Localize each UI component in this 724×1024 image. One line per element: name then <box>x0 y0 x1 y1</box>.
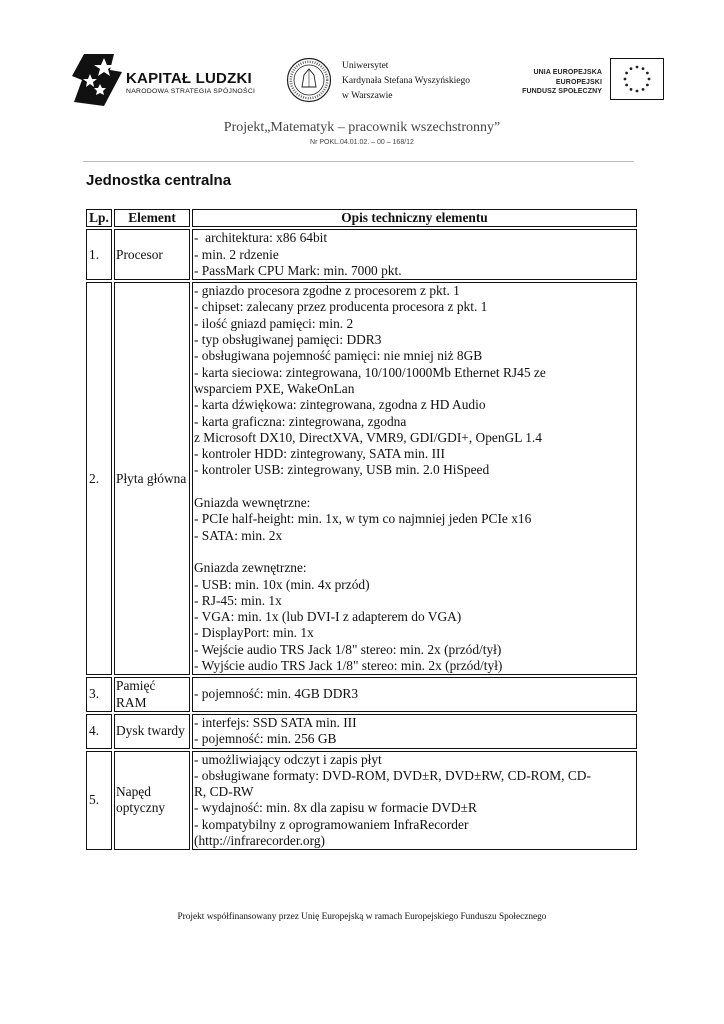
row-element-name: Płyta główna <box>114 282 190 675</box>
description-line: - karta sieciowa: zintegrowana, 10/100/1000Mb Ethernet RJ45 ze <box>194 364 546 380</box>
eu-text-line-2: EUROPEJSKI <box>555 79 602 86</box>
eu-text-line-3: FUNDUSZ SPOŁECZNY <box>522 88 602 95</box>
description-line: - gniazdo procesora zgodne z procesorem z pkt. 1 <box>194 283 460 299</box>
section-heading: Jednostka centralna <box>86 172 232 189</box>
table-row <box>86 282 637 675</box>
description-line: - obsługiwana pojemność pamięci: nie mniej niż 8GB <box>194 348 483 364</box>
header-description: Opis techniczny elementu <box>192 209 637 227</box>
university-name-line-3: w Warszawie <box>342 91 393 101</box>
row-number: 1. <box>86 229 112 280</box>
description-line: wsparciem PXE, WakeOnLan <box>194 380 355 396</box>
eu-flag-icon <box>610 58 664 100</box>
project-title: Projekt„Matematyk – pracownik wszechstronny” <box>223 120 501 135</box>
description-line: z Microsoft DX10, DirectXVA, VMR9, GDI/GDI+, OpenGL 1.4 <box>194 429 542 445</box>
kapital-ludzki-subtitle: NARODOWA STRATEGIA SPÓJNOŚCI <box>126 88 256 95</box>
row-number: 5. <box>86 751 112 851</box>
table-header-row <box>86 209 637 227</box>
description-line: - SATA: min. 2x <box>194 527 283 543</box>
description-line: - DisplayPort: min. 1x <box>194 625 314 641</box>
university-name-line-1: Uniwersytet <box>342 61 389 71</box>
row-element-name: Dysk twardy <box>114 714 190 749</box>
description-line: - umożliwiający odczyt i zapis płyt <box>194 751 382 767</box>
row-element-name: Napęd optyczny <box>114 751 190 851</box>
description-line: - interfejs: SSD SATA min. III <box>194 714 357 730</box>
description-line: - VGA: min. 1x (lub DVI-I z adapterem do VGA) <box>194 609 462 625</box>
row-number: 3. <box>86 677 112 712</box>
description-line: - kontroler HDD: zintegrowany, SATA min. III <box>194 446 445 462</box>
spec-table <box>84 207 639 852</box>
description-line: - obsługiwane formaty: DVD-ROM, DVD±R, DVD±RW, CD-ROM, CD- <box>194 767 591 783</box>
description-line: R, CD-RW <box>194 784 254 800</box>
page-header <box>0 0 724 160</box>
description-line: - pojemność: min. 256 GB <box>194 731 337 747</box>
university-name-line-2: Kardynała Stefana Wyszyńskiego <box>342 76 470 86</box>
description-line: - USB: min. 10x (min. 4x przód) <box>194 576 370 592</box>
table-row <box>86 229 637 280</box>
row-description <box>192 229 637 280</box>
header-lp: Lp. <box>86 209 112 227</box>
description-line: - kontroler USB: zintegrowany, USB min. 2.0 HiSpeed <box>194 462 490 478</box>
row-description <box>192 751 637 851</box>
page-footer: Projekt współfinansowany przez Unię Europejską w ramach Europejskiego Funduszu Społecznego <box>177 912 547 922</box>
description-line: - kompatybilny z oprogramowaniem InfraRecorder <box>194 816 469 832</box>
description-line: - ilość gniazd pamięci: min. 2 <box>194 315 354 331</box>
row-number: 4. <box>86 714 112 749</box>
description-line: - wydajność: min. 8x dla zapisu w formacie DVD±R <box>194 800 477 816</box>
description-line: Gniazda zewnętrzne: <box>194 560 307 576</box>
description-line: - karta dźwiękowa: zintegrowana, zgodna z HD Audio <box>194 397 486 413</box>
description-line: - typ obsługiwanej pamięci: DDR3 <box>194 332 382 348</box>
description-line <box>194 479 635 495</box>
row-element-name: Procesor <box>114 229 190 280</box>
description-line: - PCIe half-height: min. 1x, w tym co najmniej jeden PCIe x16 <box>194 511 532 527</box>
row-number: 2. <box>86 282 112 675</box>
description-line: - min. 2 rdzenie <box>194 246 279 262</box>
table-row <box>86 714 637 749</box>
row-element-name: Pamięć RAM <box>114 677 190 712</box>
description-line: Gniazda wewnętrzne: <box>194 495 311 511</box>
row-description <box>192 714 637 749</box>
kapital-ludzki-logo <box>70 50 130 108</box>
university-seal <box>286 57 332 103</box>
description-line: - Wyjście audio TRS Jack 1/8" stereo: min. 2x (przód/tył) <box>194 658 503 674</box>
description-line: - karta graficzna: zintegrowana, zgodna <box>194 413 407 429</box>
row-description <box>192 677 637 712</box>
description-line: - architektura: x86 64bit <box>194 230 328 246</box>
description-line: - pojemność: min. 4GB DDR3 <box>194 686 359 702</box>
eu-text-line-1: UNIA EUROPEJSKA <box>533 69 602 76</box>
header-element: Element <box>114 209 190 227</box>
description-line: - PassMark CPU Mark: min. 7000 pkt. <box>194 262 402 278</box>
row-description <box>192 282 637 675</box>
table-row <box>86 677 637 712</box>
description-line: (http://infrarecorder.org) <box>194 832 326 848</box>
description-line <box>194 544 635 560</box>
kapital-ludzki-title: KAPITAŁ LUDZKI <box>126 70 252 87</box>
table-body <box>86 229 637 850</box>
project-number: Nr POKL.04.01.02. – 00 – 168/12 <box>310 139 414 146</box>
description-line: - RJ-45: min. 1x <box>194 592 282 608</box>
header-divider <box>83 161 634 162</box>
table-row <box>86 751 637 851</box>
description-line: - chipset: zalecany przez producenta procesora z pkt. 1 <box>194 299 488 315</box>
description-line: - Wejście audio TRS Jack 1/8" stereo: min. 2x (przód/tył) <box>194 641 502 657</box>
